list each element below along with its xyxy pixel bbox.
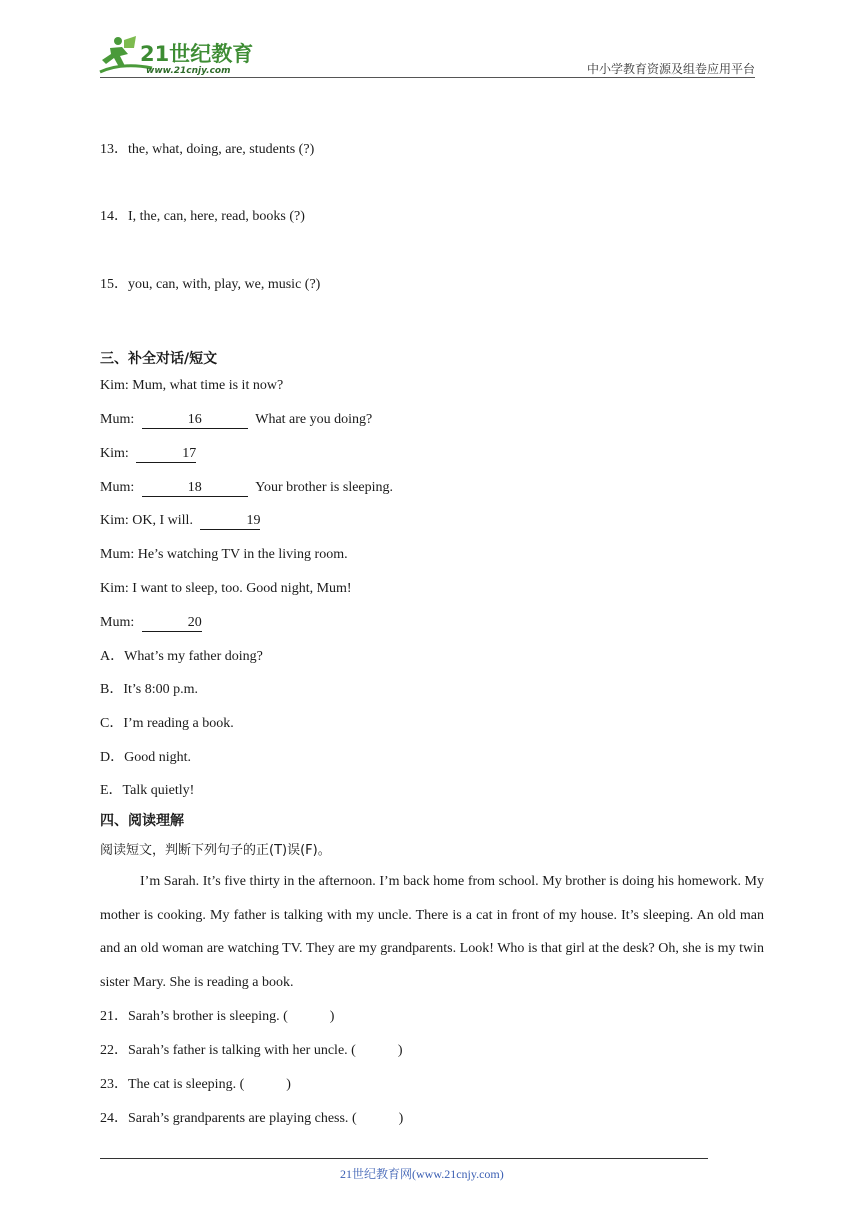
dialogue-line-5 <box>100 512 260 530</box>
footer-link[interactable]: 21世纪教育网(www.21cnjy.com) <box>340 1167 504 1181</box>
dialogue-line-7: Kim: I want to sleep, too. Good night, Mum! <box>100 581 352 596</box>
question-number: 24． <box>100 1111 128 1126</box>
question-text: Sarah’s brother is sleeping. <box>128 1009 280 1024</box>
answer-paren[interactable]: ( ) <box>351 1111 404 1126</box>
header-divider <box>100 77 755 78</box>
option-b: B．It’s 8:00 p.m. <box>100 682 199 697</box>
dialogue-line-8 <box>100 614 202 632</box>
reading-passage <box>100 865 764 1000</box>
question-22 <box>100 1042 403 1060</box>
logo-text: 21世纪教育 <box>140 42 254 66</box>
speaker: Mum: <box>100 412 135 427</box>
question-number: 14． <box>100 209 128 224</box>
question-13 <box>100 141 314 159</box>
blank-16: 16 <box>142 412 248 429</box>
question-text: I, the, can, here, read, books (?) <box>128 209 305 224</box>
dialogue-line-3 <box>100 445 196 463</box>
question-number: 15． <box>100 277 128 292</box>
question-text: you, can, with, play, we, music (?) <box>128 277 321 292</box>
blank-19: 19 <box>200 513 260 530</box>
question-text: the, what, doing, are, students (?) <box>128 142 315 157</box>
answer-paren[interactable]: ( ) <box>239 1077 291 1092</box>
speaker: Mum: <box>100 480 135 495</box>
speaker: Mum: <box>100 615 135 630</box>
question-number: 21． <box>100 1009 128 1024</box>
question-15 <box>100 276 320 294</box>
header-platform-name: 中小学教育资源及组卷应用平台 <box>586 62 755 76</box>
question-text: Sarah’s father is talking with her uncle. <box>128 1043 348 1058</box>
blank-20: 20 <box>142 615 202 632</box>
option-c: C．I’m reading a book. <box>100 716 234 731</box>
site-logo <box>92 34 262 78</box>
speaker: Kim: OK, I will. <box>100 513 193 528</box>
answer-paren[interactable]: ( ) <box>351 1043 403 1058</box>
speaker: Kim: <box>100 446 129 461</box>
question-text: The cat is sleeping. <box>128 1077 237 1092</box>
blank-18: 18 <box>142 480 248 497</box>
dialogue-text: Your brother is sleeping. <box>255 480 394 495</box>
question-text: Sarah’s grandparents are playing chess. <box>128 1111 349 1126</box>
runner-logo-icon <box>92 34 262 78</box>
option-a: A．What’s my father doing? <box>100 649 263 664</box>
dialogue-line-6: Mum: He’s watching TV in the living room. <box>100 547 348 562</box>
dialogue-line-1: Kim: Mum, what time is it now? <box>100 378 284 393</box>
dialogue-text: What are you doing? <box>255 412 373 427</box>
question-24 <box>100 1110 403 1128</box>
question-14 <box>100 208 305 226</box>
question-23 <box>100 1076 291 1094</box>
question-21 <box>100 1008 334 1026</box>
question-number: 22． <box>100 1043 128 1058</box>
option-e: E．Talk quietly! <box>100 783 195 798</box>
section-4-title: 四、阅读理解 <box>100 813 184 829</box>
passage-text: I’m Sarah. It’s five thirty in the afternoon. I’m back home from school. My brother is doing his homework. My mother is cooking. My father is talking with my uncle. There is a cat in front of my house. It’s sleeping. An old man and an old woman are watching TV. They are my grandparents. Look! Who is that girl at the desk? Oh, she is my twin sister Mary. She is reading a book. <box>100 874 764 991</box>
dialogue-line-2 <box>100 411 372 429</box>
blank-17: 17 <box>136 446 196 463</box>
section-3-title: 三、补全对话/短文 <box>100 351 218 367</box>
reading-instruction: 阅读短文，判断下列句子的正(T)误(F)。 <box>100 843 331 858</box>
dialogue-line-4 <box>100 479 393 497</box>
answer-paren[interactable]: ( ) <box>283 1009 335 1024</box>
question-number: 13． <box>100 142 128 157</box>
option-d: D．Good night. <box>100 750 191 765</box>
question-number: 23． <box>100 1077 128 1092</box>
footer-divider <box>100 1158 708 1159</box>
logo-url: www.21cnjy.com <box>146 66 231 76</box>
